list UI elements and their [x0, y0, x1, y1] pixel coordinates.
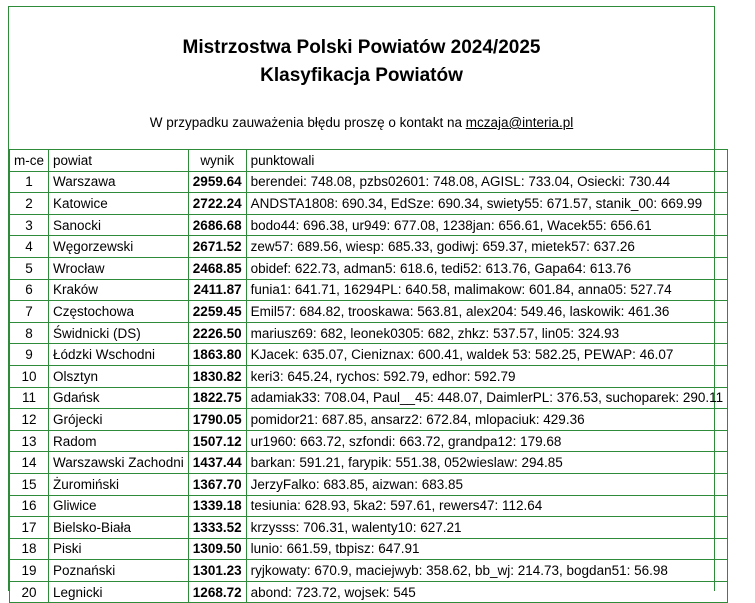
county-cell: Legnicki: [49, 581, 189, 603]
county-cell: Olsztyn: [49, 365, 189, 387]
place-cell: 19: [10, 560, 49, 582]
score-cell: 1268.72: [188, 581, 246, 603]
place-cell: 20: [10, 581, 49, 603]
place-cell: 10: [10, 365, 49, 387]
table-row: [10, 214, 728, 236]
place-cell: 12: [10, 409, 49, 431]
column-header-score: wynik: [188, 150, 246, 172]
table-row: [10, 452, 728, 474]
page-title: Mistrzostwa Polski Powiatów 2024/2025: [182, 37, 541, 58]
score-cell: 1367.70: [188, 473, 246, 495]
score-cell: 1437.44: [188, 452, 246, 474]
place-cell: 8: [10, 322, 49, 344]
county-cell: Żuromiński: [49, 473, 189, 495]
table-row: [10, 517, 728, 539]
contact-note-text: W przypadku zauważenia błędu proszę o kontakt na: [149, 115, 466, 130]
column-header-place: m-ce: [10, 150, 49, 172]
scorers-cell: funia1: 641.71, 16294PL: 640.58, malimakow: 601.84, anna05: 527.74: [246, 279, 728, 301]
county-cell: Sanocki: [49, 214, 189, 236]
scorers-cell: bodo44: 696.38, ur949: 677.08, 1238jan: 656.61, Wacek55: 656.61: [246, 214, 728, 236]
county-cell: Bielsko-Biała: [49, 517, 189, 539]
scorers-cell: JerzyFalko: 683.85, aizwan: 683.85: [246, 473, 728, 495]
place-cell: 14: [10, 452, 49, 474]
score-cell: 2411.87: [188, 279, 246, 301]
contact-email-link[interactable]: mczaja@interia.pl: [465, 115, 574, 130]
score-cell: 2468.85: [188, 257, 246, 279]
county-cell: Świdnicki (DS): [49, 322, 189, 344]
score-cell: 2686.68: [188, 214, 246, 236]
table-row: [10, 257, 728, 279]
table-row: [10, 301, 728, 323]
score-cell: 2959.64: [188, 171, 246, 193]
county-cell: Warszawa: [49, 171, 189, 193]
score-cell: 2226.50: [188, 322, 246, 344]
ranking-table: [9, 149, 728, 603]
score-cell: 1863.80: [188, 344, 246, 366]
scorers-cell: lunio: 661.59, tbpisz: 647.91: [246, 538, 728, 560]
county-cell: Gliwice: [49, 495, 189, 517]
score-cell: 1830.82: [188, 365, 246, 387]
scorers-cell: adamiak33: 708.04, Paul__45: 448.07, DaimlerPL: 376.53, suchoparek: 290.11: [246, 387, 728, 409]
scorers-cell: ANDSTA1808: 690.34, EdSze: 690.34, swiety55: 671.57, stanik_00: 669.99: [246, 193, 728, 215]
scorers-cell: obidef: 622.73, adman5: 618.6, tedi52: 613.76, Gapa64: 613.76: [246, 257, 728, 279]
table-row: [10, 344, 728, 366]
table-header-row: [10, 150, 728, 172]
score-cell: 1822.75: [188, 387, 246, 409]
scorers-cell: ur1960: 663.72, szfondi: 663.72, grandpa12: 179.68: [246, 430, 728, 452]
scorers-cell: abond: 723.72, wojsek: 545: [246, 581, 728, 603]
scorers-cell: mariusz69: 682, leonek0305: 682, zhkz: 537.57, lin05: 324.93: [246, 322, 728, 344]
scorers-cell: tesiunia: 628.93, 5ka2: 597.61, rewers47: 112.64: [246, 495, 728, 517]
spreadsheet-page: [8, 6, 724, 600]
table-row: [10, 560, 728, 582]
score-cell: 1309.50: [188, 538, 246, 560]
scorers-cell: keri3: 645.24, rychos: 592.79, edhor: 592.79: [246, 365, 728, 387]
score-cell: 1301.23: [188, 560, 246, 582]
county-cell: Warszawski Zachodni: [49, 452, 189, 474]
score-cell: 1507.12: [188, 430, 246, 452]
county-cell: Węgorzewski: [49, 236, 189, 258]
county-cell: Wrocław: [49, 257, 189, 279]
place-cell: 13: [10, 430, 49, 452]
place-cell: 18: [10, 538, 49, 560]
county-cell: Częstochowa: [49, 301, 189, 323]
table-row: [10, 581, 728, 603]
county-cell: Kraków: [49, 279, 189, 301]
table-row: [10, 279, 728, 301]
place-cell: 7: [10, 301, 49, 323]
scorers-cell: ryjkowaty: 670.9, maciejwyb: 358.62, bb_wj: 214.73, bogdan51: 56.98: [246, 560, 728, 582]
county-cell: Radom: [49, 430, 189, 452]
table-row: [10, 473, 728, 495]
table-row: [10, 538, 728, 560]
scorers-cell: KJacek: 635.07, Cieniznax: 600.41, waldek 53: 582.25, PEWAP: 46.07: [246, 344, 728, 366]
table-row: [10, 171, 728, 193]
table-row: [10, 430, 728, 452]
county-cell: Gdańsk: [49, 387, 189, 409]
table-row: [10, 236, 728, 258]
place-cell: 11: [10, 387, 49, 409]
county-cell: Łódzki Wschodni: [49, 344, 189, 366]
scorers-cell: zew57: 689.56, wiesp: 685.33, godiwj: 659.37, mietek57: 637.26: [246, 236, 728, 258]
place-cell: 5: [10, 257, 49, 279]
scorers-cell: barkan: 591.21, farypik: 551.38, 052wieslaw: 294.85: [246, 452, 728, 474]
place-cell: 4: [10, 236, 49, 258]
county-cell: Poznański: [49, 560, 189, 582]
table-row: [10, 387, 728, 409]
table-row: [10, 495, 728, 517]
score-cell: 1333.52: [188, 517, 246, 539]
scorers-cell: berendei: 748.08, pzbs02601: 748.08, AGISL: 733.04, Osiecki: 730.44: [246, 171, 728, 193]
scorers-cell: Emil57: 684.82, trooskawa: 563.81, alex204: 549.46, laskowik: 461.36: [246, 301, 728, 323]
page-subtitle: Klasyfikacja Powiatów: [260, 65, 463, 86]
score-cell: 2671.52: [188, 236, 246, 258]
place-cell: 9: [10, 344, 49, 366]
county-cell: Katowice: [49, 193, 189, 215]
table-row: [10, 409, 728, 431]
score-cell: 2722.24: [188, 193, 246, 215]
table-row: [10, 322, 728, 344]
score-cell: 1790.05: [188, 409, 246, 431]
scorers-cell: krzysss: 706.31, walenty10: 627.21: [246, 517, 728, 539]
place-cell: 6: [10, 279, 49, 301]
place-cell: 16: [10, 495, 49, 517]
score-cell: 1339.18: [188, 495, 246, 517]
table-row: [10, 193, 728, 215]
score-cell: 2259.45: [188, 301, 246, 323]
county-cell: Grójecki: [49, 409, 189, 431]
place-cell: 1: [10, 171, 49, 193]
table-row: [10, 365, 728, 387]
scorers-cell: pomidor21: 687.85, ansarz2: 672.84, mlopaciuk: 429.36: [246, 409, 728, 431]
place-cell: 17: [10, 517, 49, 539]
county-cell: Piski: [49, 538, 189, 560]
column-header-scorers: punktowali: [246, 150, 728, 172]
place-cell: 2: [10, 193, 49, 215]
contact-note: [9, 115, 714, 130]
column-header-county: powiat: [49, 150, 189, 172]
place-cell: 3: [10, 214, 49, 236]
place-cell: 15: [10, 473, 49, 495]
